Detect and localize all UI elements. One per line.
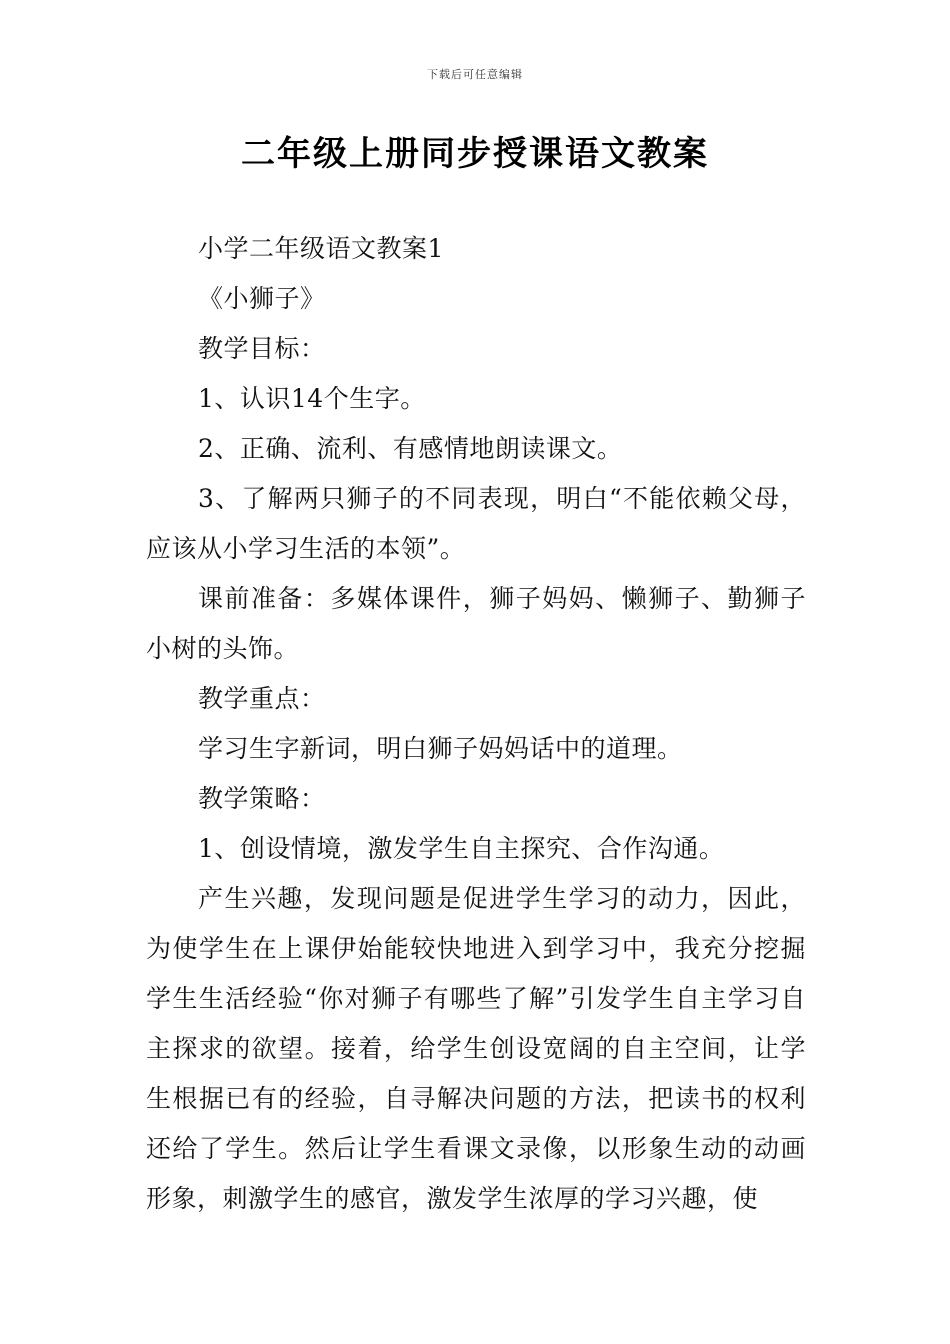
paragraph-key-points-heading: 教学重点： <box>198 684 326 713</box>
document-body <box>146 224 806 1224</box>
paragraph-objective-3: 3、了解两只狮子的不同表现，明白“不能依赖父母，应该从小学习生活的本领”。 <box>146 484 806 563</box>
paragraph-preparation: 课前准备：多媒体课件，狮子妈妈、懒狮子、勤狮子小树的头饰。 <box>146 584 806 663</box>
paragraph-strategy-1: 1、创设情境，激发学生自主探究、合作沟通。 <box>198 834 725 863</box>
paragraph-objective-1: 1、认识14个生字。 <box>198 384 426 413</box>
paragraph-lesson-title: 《小狮子》 <box>198 284 326 313</box>
download-note: 下载后可任意编辑 <box>427 68 523 81</box>
paragraph-strategy-heading: 教学策略： <box>198 784 326 813</box>
paragraph-objectives-heading: 教学目标： <box>198 334 326 363</box>
paragraph-lesson-heading: 小学二年级语文教案1 <box>198 234 444 263</box>
paragraph-strategy-detail: 产生兴趣，发现问题是促进学生学习的动力，因此，为使学生在上课伊始能较快地进入到学习中，我充分挖掘学生生活经验“你对狮子有哪些了解”引发学生自主学习自主探求的欲望。接着，给学生创设宽阔的自主空间，让学生根据已有的经验，自寻解决问题的方法，把读书的权利还给了学生。然后让学生看课文录像，以形象生动的动画形象，刺激学生的感官，激发学生浓厚的学习兴趣，使 <box>146 884 806 1213</box>
paragraph-key-points: 学习生字新词，明白狮子妈妈话中的道理。 <box>198 734 683 763</box>
document-title: 二年级上册同步授课语文教案 <box>241 134 709 174</box>
paragraph-objective-2: 2、正确、流利、有感情地朗读课文。 <box>198 434 623 463</box>
